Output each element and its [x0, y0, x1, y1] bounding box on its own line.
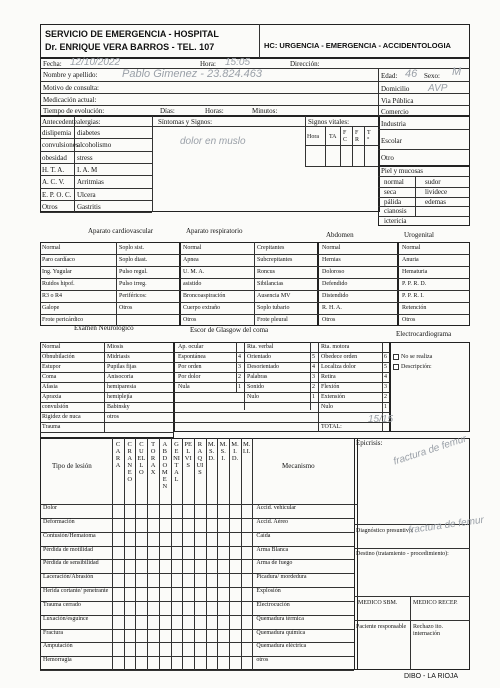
glasgow-motora-score: 6: [384, 354, 387, 360]
antecedente-row-divider: [40, 188, 152, 189]
minutos-label: Minutos:: [252, 107, 278, 115]
respi-item: Roncus: [257, 269, 275, 275]
glasgow-ocular-item: Nula: [178, 384, 190, 390]
antecedente-item: Otros: [42, 202, 58, 211]
glasgow-ocular-score: 3: [238, 364, 241, 370]
mecanismo-item: Picadura/ mordedura: [256, 574, 307, 581]
lesion-region-header: CRANEO: [127, 441, 133, 483]
antecedente-row-divider: [40, 175, 152, 176]
neuro-item: Afasia: [42, 384, 58, 390]
cardio-item: Pulso regul.: [119, 269, 148, 275]
glasgow-verbal-score: 1: [312, 394, 315, 400]
lesion-col-divider: [135, 438, 136, 670]
antecedente-item: Gastritis: [77, 202, 101, 211]
mecanismo-item: Electrocución: [256, 601, 290, 608]
respi-item: Broncoaspiración: [183, 293, 226, 299]
glasgow-ocular-score: 1: [238, 384, 241, 390]
handwritten-sintomas: dolor en muslo: [180, 136, 246, 147]
glasgow-ocular-title: Ap. ocular: [178, 344, 204, 350]
exam-row-divider: [40, 302, 470, 303]
glasgow-verbal-item: Palabras: [247, 374, 268, 380]
neuro-row-divider: [40, 422, 390, 423]
lesion-region-header: CARA: [115, 441, 121, 469]
header-title-line2: Dr. ENRIQUE VERA BARROS - TEL. 107: [45, 42, 215, 52]
neuro-item: Normal: [42, 344, 61, 350]
neuro-row-divider: [40, 432, 174, 433]
piel-item: ictericia: [384, 217, 407, 226]
mecanismo-item: Arma de fuego: [256, 560, 293, 567]
ecg-item: Descripción:: [401, 364, 432, 370]
neuro-row-divider: [40, 372, 390, 373]
hora-label: Hora:: [200, 60, 216, 68]
ecg-checkbox: [393, 364, 399, 370]
neuro-item: Trauma: [42, 424, 61, 430]
antecedente-row-divider: [40, 163, 152, 164]
destino-label: Destino (tratamiento - procedimiento):: [356, 551, 449, 557]
sexo-label: Sexo:: [424, 72, 440, 80]
lesion-row-label: Deformación: [43, 518, 75, 525]
glasgow-verbal-score: 3: [312, 374, 315, 380]
antecedente-row-divider: [40, 151, 152, 152]
antecedente-row-divider: [40, 212, 152, 213]
lugar-industria: Industria: [381, 120, 406, 128]
lesion-region-header: M.S.D.: [207, 441, 216, 462]
respi-item: Otros: [183, 317, 197, 323]
neuro-item: Midriasis: [107, 354, 130, 360]
lugar-escolar: Escolar: [381, 137, 402, 145]
abdomen-item: Hernias: [322, 257, 341, 263]
alergias-label: alergias:: [77, 118, 101, 126]
mecanismo-item: Quemadura química: [256, 629, 306, 636]
lesion-row-label: Laceración/Abrasión: [43, 574, 94, 581]
lugar-otro: Otro: [381, 154, 394, 162]
glasgow-title: Escor de Glasgow del coma: [190, 326, 269, 334]
handwritten-sexo: M: [452, 66, 462, 78]
exam-row-divider: [40, 314, 470, 315]
glasgow-motora-item: Flexión: [321, 384, 340, 390]
glasgow-ocular-item: Por dolor: [178, 374, 201, 380]
lesion-region-header: CUELLO: [137, 441, 146, 476]
neuro-item: convulsión: [42, 404, 69, 410]
direccion-label: Dirección:: [290, 60, 320, 68]
piel-item: lividece: [425, 187, 448, 196]
ecg-title: Electrocardiograma: [396, 330, 452, 338]
cardio-item: Paro cardíaco: [42, 257, 75, 263]
piel-item: normal: [384, 178, 404, 186]
lesion-col-divider: [147, 438, 148, 670]
glasgow-motora-item: Localiza dolor: [321, 364, 356, 370]
antecedente-item: diabetes: [77, 129, 100, 137]
lesion-region-header: PELVIS: [184, 441, 192, 469]
neuro-item: Anisocoria: [107, 374, 134, 380]
medico-recep-label: MEDICO RECEP.: [413, 600, 458, 606]
paciente-responsable-label: Paciente responsable: [356, 624, 407, 630]
antecedente-item: obesidad: [42, 153, 67, 162]
exam-row-divider: [40, 266, 470, 267]
mecanismo-label: Mecanismo: [282, 462, 315, 470]
respi-item: Cuerpo extraño: [183, 305, 221, 311]
abdomen-item: Distendido: [322, 293, 349, 299]
handwritten-diagnostico: fractura de femur: [407, 514, 485, 537]
lesion-col-divider: [171, 438, 172, 670]
glasgow-motora-score: 5: [384, 364, 387, 370]
glasgow-total-label: TOTAL:: [321, 424, 342, 430]
piel-item: sudor: [425, 178, 441, 186]
glasgow-ocular-score: 2: [238, 374, 241, 380]
antecedente-item: I. A. M: [77, 165, 98, 174]
medico-sbm-label: MEDICO SBM.: [358, 600, 398, 606]
vitals-header-hora: Hora: [307, 134, 319, 140]
signos-vitales-label: Signos vitales:: [308, 118, 350, 126]
neuro-title: Examen Neurológico: [74, 324, 134, 332]
header-hc-title: HC: URGENCIA - EMERGENCIA - ACCIDENTOLOGIA: [264, 41, 451, 50]
lesion-col-divider: [217, 438, 218, 670]
tipo-lesion-label: Tipo de lesión: [52, 462, 92, 470]
abdomen-item: Defendido: [322, 281, 348, 287]
piel-item: pálida: [384, 197, 402, 206]
piel-item: seca: [384, 187, 397, 196]
lesion-col-divider: [182, 438, 183, 670]
respi-item: Crepitantes: [257, 245, 285, 251]
glasgow-ocular-item: Por orden: [178, 364, 202, 370]
domicilio-label: Domicilio: [381, 85, 410, 93]
respi-title: Aparato respiratorio: [186, 227, 243, 235]
urogenital-item: P. P. R. I.: [402, 293, 424, 299]
cardio-item: R3 o R4: [42, 293, 63, 299]
handwritten-edad: 46: [405, 68, 418, 80]
antecedente-item: dislipemia: [42, 129, 72, 137]
mecanismo-item: Explosión: [256, 588, 281, 594]
mecanismo-item: Caída: [256, 532, 271, 539]
rechazo-internacion-label: Rechazo ito. internación: [413, 624, 443, 637]
glasgow-verbal-score: 5: [312, 354, 315, 360]
neuro-row-divider: [40, 352, 390, 353]
nombre-label: Nombre y apellido:: [43, 71, 98, 79]
glasgow-motora-item: Obedece orden: [321, 354, 358, 360]
lesion-col-divider: [229, 438, 230, 670]
handwritten-epicrisis: fractura de femur: [392, 433, 468, 468]
dias-label: Días:: [160, 107, 175, 115]
horas-label: Horas:: [205, 107, 224, 115]
antecedente-row-divider: [40, 200, 152, 201]
mecanismo-item: otros: [256, 657, 269, 664]
lesion-row-label: Trauma cerrado: [43, 601, 81, 608]
urogenital-item: Anuria: [402, 257, 419, 263]
abdomen-item: Otros: [322, 317, 336, 323]
lesion-region-header: M.I.I.: [242, 441, 251, 455]
neuro-row-divider: [40, 402, 390, 403]
vitals-header-fc: F C: [343, 130, 348, 143]
antecedente-item: Ulcera: [77, 190, 96, 199]
neuro-item: Pupilas fijas: [107, 364, 137, 370]
neuro-row-divider: [40, 382, 390, 383]
antecedente-label: Antecedente: [42, 118, 77, 126]
antecedente-row-divider: [40, 138, 152, 139]
abdomen-title: Abdomen: [326, 231, 354, 239]
motivo-label: Motivo de consulta:: [43, 84, 99, 92]
mecanismo-item: Arma Blanca: [256, 546, 289, 553]
antecedente-item: H. T. A.: [42, 165, 65, 174]
cardio-item: Otros: [119, 305, 133, 311]
cardio-title: Aparato cardiovascular: [88, 227, 154, 235]
handwritten-domicilio: AVP: [428, 83, 448, 94]
neuro-row-divider: [40, 412, 390, 413]
ecg-checkbox: [393, 354, 399, 360]
comercio-label: Comercio: [381, 108, 409, 116]
header-divider: [259, 24, 260, 58]
respi-item: Ausencia MV: [257, 293, 291, 299]
medicacion-label: Medicación actual:: [43, 96, 97, 104]
mecanismo-item: Accid. vehicular: [256, 505, 297, 511]
glasgow-motora-title: Rta. motora: [321, 344, 350, 350]
glasgow-motora-score: 3: [384, 384, 387, 390]
handwritten-hora: 15:05: [225, 57, 251, 68]
neuro-item: hemiparesia: [107, 384, 136, 390]
glasgow-verbal-item: Nulo: [247, 394, 259, 400]
handwritten-glasgow-total: 15/15: [368, 414, 394, 425]
respi-item: asistido: [183, 281, 202, 287]
lesion-region-header: GENITAL: [173, 441, 180, 483]
handwritten-fecha: 12/10/2022: [70, 57, 121, 68]
vitals-header-ta: TA: [329, 134, 337, 140]
antecedente-item: stress: [77, 153, 93, 162]
glasgow-verbal-score: 2: [312, 384, 315, 390]
antecedente-item: E. P. O. C.: [42, 190, 72, 199]
lesion-row-label: Dolor: [43, 505, 57, 511]
cardio-item: Periféricos:: [119, 293, 147, 299]
neuro-item: Obnubilación: [42, 354, 75, 360]
mecanismo-item: Quemadura eléctrica: [256, 643, 307, 650]
antecedente-item: convulsiones: [42, 141, 79, 150]
neuro-item: Apraxia: [42, 394, 62, 400]
diagnostico-label: Diagnóstico presuntivo:: [356, 528, 414, 534]
antecedente-item: alcoholismo: [77, 141, 112, 150]
via-publica-label: Via Pública: [381, 97, 414, 105]
fecha-label: Fecha:: [43, 60, 62, 68]
sintomas-label: Síntomas y Signos:: [158, 118, 213, 126]
piel-item: edemas: [425, 197, 446, 206]
lesion-region-header: ABDOMEN: [161, 441, 168, 490]
lesion-row-label: Amputación: [43, 643, 73, 650]
lesion-row-label: Herida cortante/ penetrante: [43, 588, 109, 594]
lesion-region-header: M.I.D.: [231, 441, 239, 462]
lesion-row-label: Fractura: [43, 629, 63, 636]
tiempo-evolucion-label: Tiempo de evolución:: [43, 107, 105, 115]
neuro-item: Estupor: [42, 364, 61, 370]
lesion-region-header: TORAX: [150, 441, 156, 476]
cardio-item: Normal: [42, 245, 61, 251]
epicrisis-label: Epicrisis:: [356, 439, 383, 447]
respi-item: Sibilancias: [257, 281, 284, 287]
lesion-col-divider: [206, 438, 207, 670]
cardio-item: Galope: [42, 305, 60, 311]
lesion-region-header: RAQUIS: [196, 441, 204, 476]
glasgow-table: [174, 342, 390, 432]
glasgow-verbal-item: Orientado: [247, 354, 271, 360]
glasgow-ocular-score: 4: [238, 354, 241, 360]
glasgow-verbal-title: Rta. verbal: [247, 344, 274, 350]
cardio-item: Soplo sist.: [119, 245, 145, 251]
exam-row-divider: [40, 290, 470, 291]
lesion-row-divider: [40, 670, 354, 671]
abdomen-item: R. H. A.: [322, 305, 342, 311]
respi-item: Normal: [183, 245, 202, 251]
neuro-item: otros: [107, 414, 119, 420]
cardio-item: Frote pericárdico: [42, 317, 84, 323]
lesion-col-divider: [112, 438, 113, 670]
vitals-header-t: T °: [367, 130, 371, 143]
handwritten-nombre: Pablo Gimenez - 23.824.463: [122, 68, 263, 80]
footer-printer: DIBO - LA RIOJA: [404, 673, 459, 680]
lesion-row-label: Hemorragia: [43, 657, 72, 664]
piel-mucosas-title: Piel y mucosas: [381, 167, 423, 175]
mecanismo-item: Accid. Aéreo: [256, 518, 289, 525]
urogenital-item: P. P. R. D.: [402, 281, 427, 287]
piel-item: cianosis: [384, 207, 407, 216]
lesion-region-header: M.S.I.: [219, 441, 227, 462]
glasgow-ocular-item: Espontánea: [178, 354, 206, 360]
glasgow-motora-item: Retira: [321, 374, 336, 380]
lesion-col-divider: [252, 438, 253, 670]
exam-row-divider: [40, 278, 470, 279]
lesion-col-divider: [194, 438, 195, 670]
urogenital-item: Hematuria: [402, 269, 428, 275]
respi-item: Apnea: [183, 257, 199, 263]
urogenital-item: Otros: [402, 317, 416, 323]
lesion-row-label: Pérdida de sensibilidad: [43, 560, 99, 567]
respi-item: Soplo tubario: [257, 305, 290, 311]
glasgow-verbal-item: Sonido: [247, 384, 265, 390]
cardio-item: Ruidos hipof.: [42, 281, 75, 287]
neuro-row-divider: [40, 362, 390, 363]
neuro-item: Rigidez de nuca: [42, 414, 81, 420]
mecanismo-item: Quemadura térmica: [256, 615, 304, 622]
urogenital-title: Urogenital: [404, 231, 434, 239]
cardio-item: Ing. Yugular: [42, 269, 72, 275]
respi-item: U. M. A.: [183, 269, 205, 275]
glasgow-verbal-score: 4: [312, 364, 315, 370]
neuro-item: Babinsky: [107, 404, 130, 410]
exam-row-divider: [40, 254, 470, 255]
glasgow-motora-score: 1: [384, 404, 387, 410]
lesion-col-divider: [124, 438, 125, 670]
respi-item: Subcrepitantes: [257, 257, 293, 263]
vitals-header-fr: F R: [355, 130, 360, 143]
neuro-row-divider: [40, 392, 390, 393]
antecedente-item: Arritmias: [77, 178, 104, 187]
lesion-row-label: Pérdida de motilidad: [43, 546, 93, 553]
antecedente-item: A. C. V.: [42, 178, 65, 187]
cardio-item: Pulso irreg.: [119, 281, 147, 287]
glasgow-motora-item: Nulo: [321, 404, 333, 410]
abdomen-item: Doloroso: [322, 269, 345, 275]
neuro-item: Coma: [42, 374, 57, 380]
glasgow-motora-score: 4: [384, 374, 387, 380]
header-title-line1: SERVICIO DE EMERGENCIA - HOSPITAL: [45, 29, 219, 39]
urogenital-item: Normal: [402, 245, 421, 251]
glasgow-motora-item: Extensión: [321, 394, 345, 400]
respi-item: Frote pleural: [257, 317, 288, 323]
lesion-row-label: Luxación/esguince: [43, 615, 89, 622]
urogenital-item: Retención: [402, 305, 427, 311]
neuro-item: hemiplejía: [107, 394, 133, 400]
lesion-col-divider: [159, 438, 160, 670]
lesion-col-divider: [241, 438, 242, 670]
edad-label: Edad:: [381, 72, 398, 80]
lesion-row-label: Contusión/Hematoma: [43, 532, 96, 539]
cardio-item: Soplo diast.: [119, 257, 148, 263]
glasgow-verbal-item: Desorientado: [247, 364, 279, 370]
neuro-item: Miosis: [107, 344, 124, 350]
abdomen-item: Normal: [322, 245, 341, 251]
glasgow-motora-score: 2: [384, 394, 387, 400]
ecg-item: No se realiza: [401, 354, 433, 360]
